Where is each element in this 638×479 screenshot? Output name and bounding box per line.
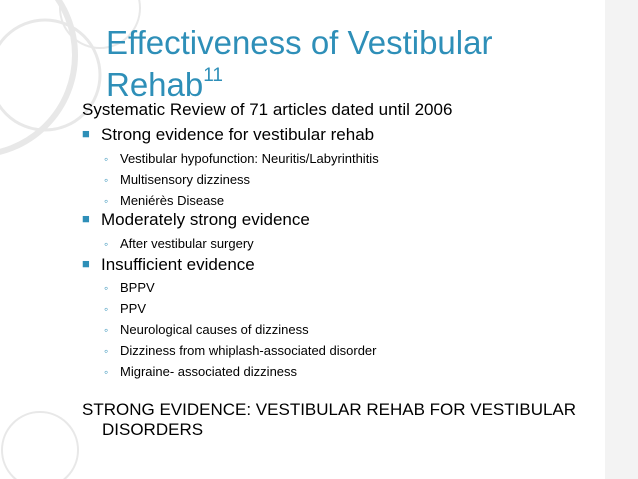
section-heading-strong	[82, 125, 374, 145]
square-bullet-icon: ■	[82, 211, 90, 226]
circle-bullet-icon: ◦	[104, 152, 109, 166]
list-item	[104, 343, 377, 358]
list-item	[104, 236, 254, 251]
conclusion-line-1: STRONG EVIDENCE: VESTIBULAR REHAB FOR VESTIBULAR	[82, 400, 577, 419]
list-item-text: Neurological causes of dizziness	[120, 322, 309, 337]
title-line-1: Effectiveness of Vestibular	[106, 24, 493, 61]
list-item	[104, 280, 155, 295]
section-heading-insufficient	[82, 255, 255, 275]
list-item	[104, 193, 224, 208]
section-heading-text: Strong evidence for vestibular rehab	[101, 125, 375, 144]
list-item-text: PPV	[120, 301, 147, 316]
circle-bullet-icon: ◦	[104, 323, 109, 337]
section-heading-text: Moderately strong evidence	[101, 210, 310, 229]
circle-bullet-icon: ◦	[104, 302, 109, 316]
citation-superscript: 11	[203, 65, 223, 86]
slide-title	[106, 22, 586, 106]
square-bullet-icon: ■	[82, 126, 90, 141]
circle-bullet-icon: ◦	[104, 237, 109, 251]
list-item	[104, 364, 297, 379]
section-heading-text: Insufficient evidence	[101, 255, 255, 274]
list-item-text: Multisensory dizziness	[120, 172, 251, 187]
conclusion-text	[82, 400, 622, 440]
list-item-text: Migraine- associated dizziness	[120, 364, 298, 379]
circle-bullet-icon: ◦	[104, 344, 109, 358]
circle-bullet-icon: ◦	[104, 194, 109, 208]
list-item-text: BPPV	[120, 280, 155, 295]
list-item	[104, 322, 309, 337]
list-item-text: Dizziness from whiplash-associated disorder	[120, 343, 377, 358]
list-item-text: After vestibular surgery	[120, 236, 254, 251]
list-item-text: Meniérès Disease	[120, 193, 225, 208]
intro-text: Systematic Review of 71 articles dated until 2006	[82, 100, 453, 119]
list-item	[104, 151, 379, 166]
circle-bullet-icon: ◦	[104, 173, 109, 187]
square-bullet-icon: ■	[82, 256, 90, 271]
circle-bullet-icon: ◦	[104, 365, 109, 379]
list-item	[104, 301, 146, 316]
circle-bullet-icon: ◦	[104, 281, 109, 295]
title-text: Rehab	[106, 66, 204, 103]
section-heading-moderate	[82, 210, 310, 230]
list-item-text: Vestibular hypofunction: Neuritis/Labyrinthitis	[120, 151, 379, 166]
list-item	[104, 172, 250, 187]
conclusion-line-2: DISORDERS	[102, 420, 204, 439]
